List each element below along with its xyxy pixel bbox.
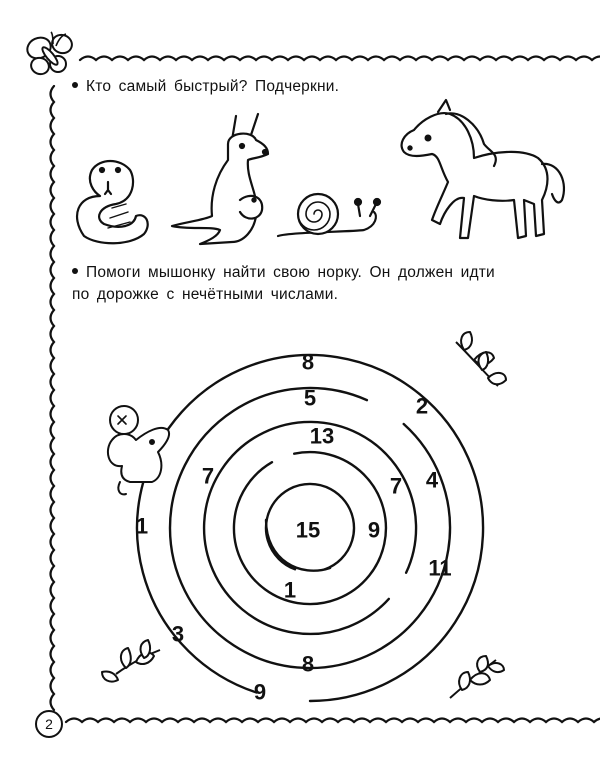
maze-number: 1 bbox=[135, 513, 149, 539]
maze-number: 5 bbox=[303, 385, 317, 411]
maze-number: 4 bbox=[425, 467, 439, 493]
maze-number: 8 bbox=[301, 651, 315, 677]
leaf-branch-icon bbox=[102, 640, 160, 682]
task1-text: Кто самый быстрый? Подчеркни. bbox=[86, 78, 340, 95]
maze-number: 11 bbox=[428, 555, 452, 581]
maze-number: 15 bbox=[295, 517, 321, 543]
task2-line1: Помоги мышонку найти свою норку. Он должен идти bbox=[86, 264, 495, 281]
task2-line2: по дорожке с нечётными числами. bbox=[72, 286, 339, 303]
mouse-icon bbox=[108, 406, 169, 494]
maze-number: 13 bbox=[309, 423, 335, 449]
maze-number: 9 bbox=[253, 679, 267, 705]
leaf-branch-icon bbox=[450, 656, 504, 698]
maze-number: 8 bbox=[301, 349, 315, 375]
maze-number: 9 bbox=[367, 517, 381, 543]
maze-number: 7 bbox=[389, 473, 403, 499]
page-number: 2 bbox=[35, 710, 63, 738]
maze-number: 2 bbox=[415, 393, 429, 419]
leaf-branch-icon bbox=[456, 332, 506, 386]
maze-number: 3 bbox=[171, 621, 185, 647]
maze-number: 7 bbox=[201, 463, 215, 489]
maze-number: 1 bbox=[283, 577, 297, 603]
